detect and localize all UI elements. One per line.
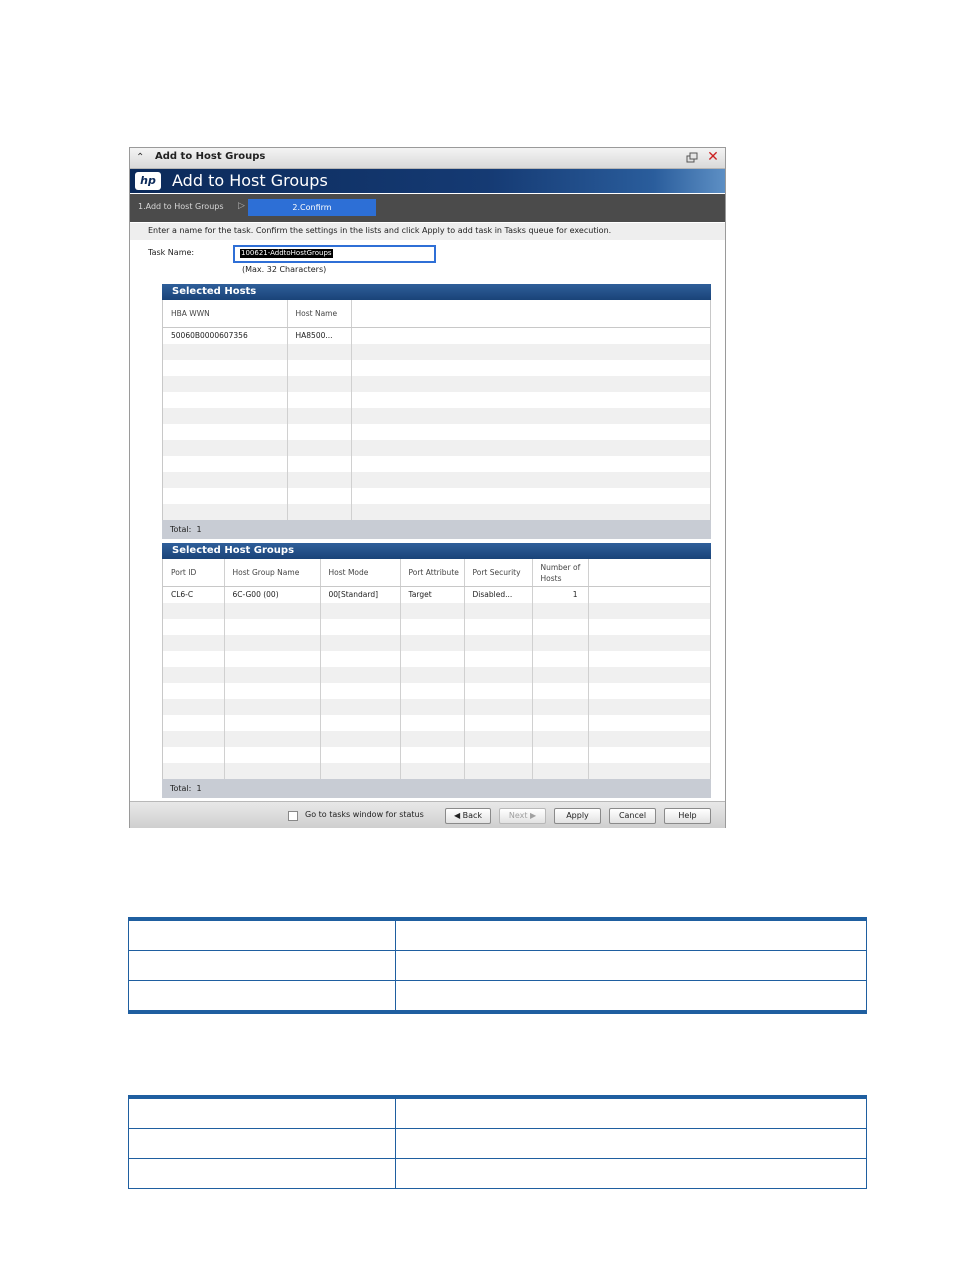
cell-empty [163,472,287,488]
table-row [163,376,710,392]
table-cell [396,1099,867,1129]
cell-empty [163,456,287,472]
help-button[interactable] [664,808,711,824]
task-name-label: Task Name: [148,248,195,257]
cell-empty [464,747,532,763]
instruction-text: Enter a name for the task. Confirm the settings in the lists and click Apply to add task in Tasks queue for execution. [148,226,612,235]
table-cell [396,951,867,981]
selected-hosts-grid [162,300,711,520]
cell-empty [351,456,710,472]
cell-empty [351,424,710,440]
cell-empty [588,603,710,619]
total-value: 1 [196,784,202,793]
cell-empty [588,763,710,779]
cell-host-mode: 00[Standard] [320,587,400,604]
cell-empty [351,360,710,376]
restore-window-icon[interactable] [686,152,698,164]
cell-port-attribute: Target [400,587,464,604]
cell-empty [351,504,710,520]
cell-empty [588,635,710,651]
hp-logo-icon [135,172,161,190]
cell-empty [320,699,400,715]
table-row [163,715,710,731]
cell-empty [351,392,710,408]
cell-empty [464,651,532,667]
table-row [129,1099,867,1129]
cancel-button-label: Cancel [618,811,647,820]
cell-empty [532,715,588,731]
go-to-tasks-checkbox[interactable] [288,811,298,821]
cell-port-security: Disabled... [464,587,532,604]
table-cell [129,981,396,1011]
cell-empty [224,715,320,731]
next-button[interactable] [499,808,546,824]
table-row [129,921,867,951]
back-button[interactable] [445,808,491,824]
selected-hosts-title: Selected Hosts [172,286,257,297]
cell-empty [464,635,532,651]
cell-empty [224,667,320,683]
cell-empty [351,344,710,360]
table-row [163,667,710,683]
banner-title: Add to Host Groups [172,171,328,190]
cell-empty [532,603,588,619]
next-button-label: Next [508,811,528,820]
wizard-step-bar [130,194,725,222]
cell-empty [163,715,224,731]
cell-empty [287,424,351,440]
cell-empty [320,731,400,747]
apply-button[interactable] [554,808,601,824]
cell-empty [163,408,287,424]
column-filler [351,300,710,328]
document-table-1 [128,917,867,1014]
table-row [163,635,710,651]
collapse-icon[interactable]: ⌃ [136,152,145,163]
cell-empty [287,488,351,504]
table-row [163,651,710,667]
cell-empty [400,651,464,667]
cell-empty [163,763,224,779]
step-confirm: 2.Confirm [248,199,376,216]
cancel-button[interactable] [609,808,656,824]
cell-empty [532,731,588,747]
total-label: Total: [170,525,192,534]
cell-empty [224,699,320,715]
cell-empty [224,603,320,619]
cell-empty [224,683,320,699]
cell-empty [320,635,400,651]
table-row [163,408,710,424]
help-button-label: Help [678,811,697,820]
back-button-label: Back [462,811,483,820]
close-icon[interactable]: ✕ [707,149,719,165]
cell-empty [287,472,351,488]
cell-empty [163,651,224,667]
cell-empty [320,651,400,667]
table-row [163,344,710,360]
cell-empty [163,440,287,456]
cell-host-name: HA8500... [287,328,351,345]
column-host-group-name[interactable]: Host Group Name [224,559,320,587]
column-hba-wwn[interactable]: HBA WWN [163,300,287,328]
table-row [163,504,710,520]
table-cell [396,1129,867,1159]
cell-empty [464,699,532,715]
cell-empty [163,603,224,619]
cell-empty [400,715,464,731]
cell-empty [163,619,224,635]
selected-host-groups-title: Selected Host Groups [172,545,295,556]
table-row[interactable] [163,328,710,345]
step-add-to-host-groups[interactable]: 1.Add to Host Groups [138,202,224,211]
selected-host-groups-grid [162,559,711,779]
cell-empty [532,747,588,763]
table-row [163,360,710,376]
cell-empty [464,667,532,683]
cell-number-of-hosts: 1 [532,587,588,604]
cell-empty [351,376,710,392]
cell-empty [224,763,320,779]
cell-empty [163,731,224,747]
cell-filler [351,328,710,345]
cell-empty [287,456,351,472]
dialog-banner [130,169,725,193]
task-name-hint: (Max. 32 Characters) [242,265,327,274]
cell-empty [320,683,400,699]
cell-empty [163,747,224,763]
column-filler [588,559,710,587]
column-host-mode[interactable]: Host Mode [320,559,400,587]
table-row [163,763,710,779]
apply-button-label: Apply [566,811,589,820]
cell-empty [224,747,320,763]
selected-hosts-total-bar [162,520,711,539]
cell-empty [163,376,287,392]
table-row [163,472,710,488]
cell-empty [400,731,464,747]
column-number-of-hosts[interactable]: Number of Hosts [532,559,588,587]
cell-empty [400,683,464,699]
cell-empty [464,731,532,747]
cell-empty [588,667,710,683]
table-row[interactable] [163,587,710,604]
cell-empty [532,635,588,651]
column-port-attribute[interactable]: Port Attribute [400,559,464,587]
selected-hosts-panel [162,284,711,539]
table-row [129,981,867,1011]
selected-host-groups-header [162,543,711,559]
cell-empty [400,667,464,683]
cell-empty [351,440,710,456]
selected-hosts-total [170,520,202,539]
cell-empty [588,651,710,667]
cell-empty [532,683,588,699]
cell-empty [224,731,320,747]
cell-empty [400,747,464,763]
cell-empty [224,635,320,651]
cell-empty [224,651,320,667]
cell-empty [287,376,351,392]
cell-empty [400,635,464,651]
task-name-input[interactable] [233,245,436,263]
table-header-row [163,300,710,328]
table-row [163,392,710,408]
cell-empty [320,747,400,763]
cell-empty [287,504,351,520]
window-title: Add to Host Groups [155,151,266,162]
back-arrow-icon: ◀ [453,811,461,820]
cell-empty [588,699,710,715]
table-row [129,1129,867,1159]
table-header-row [163,559,710,587]
table-cell [129,1159,396,1189]
table-cell [396,921,867,951]
cell-empty [287,392,351,408]
cell-empty [588,731,710,747]
cell-empty [163,424,287,440]
window-titlebar [130,148,725,169]
table-cell [129,1129,396,1159]
instruction-bar [130,223,725,240]
cell-empty [320,763,400,779]
document-table-2 [128,1095,867,1189]
cell-empty [163,699,224,715]
cell-empty [588,619,710,635]
cell-empty [400,763,464,779]
total-value: 1 [196,525,202,534]
column-host-name[interactable]: Host Name [287,300,351,328]
go-to-tasks-label[interactable]: Go to tasks window for status [305,810,424,819]
selected-host-groups-total [170,779,202,798]
cell-empty [163,488,287,504]
cell-empty [588,683,710,699]
cell-empty [464,715,532,731]
cell-empty [163,360,287,376]
cell-empty [351,408,710,424]
cell-empty [287,440,351,456]
cell-empty [224,619,320,635]
table-cell [129,951,396,981]
table-row [163,603,710,619]
cell-empty [464,683,532,699]
cell-empty [163,504,287,520]
cell-empty [351,472,710,488]
cell-empty [464,763,532,779]
cell-empty [400,603,464,619]
table-row [129,951,867,981]
cell-empty [163,392,287,408]
cell-empty [532,699,588,715]
cell-empty [320,715,400,731]
cell-empty [351,488,710,504]
dialog-button-bar [130,801,725,828]
table-cell [396,1159,867,1189]
cell-empty [287,408,351,424]
cell-empty [400,699,464,715]
table-row [163,699,710,715]
cell-port-id: CL6-C [163,587,224,604]
table-row [129,1159,867,1189]
table-row [163,488,710,504]
cell-empty [287,344,351,360]
table-cell [129,1099,396,1129]
add-to-host-groups-dialog [129,147,726,828]
selected-host-groups-total-bar [162,779,711,798]
cell-filler [588,587,710,604]
table-row [163,440,710,456]
table-row [163,456,710,472]
table-row [163,683,710,699]
cell-hba-wwn: 50060B0000607356 [163,328,287,345]
task-name-value: 100621-AddtoHostGroups [241,249,332,257]
cell-empty [532,763,588,779]
cell-empty [532,667,588,683]
table-row [163,731,710,747]
cell-empty [163,667,224,683]
cell-empty [320,619,400,635]
cell-empty [532,651,588,667]
cell-host-group-name: 6C-G00 (00) [224,587,320,604]
cell-empty [320,603,400,619]
table-row [163,619,710,635]
step-arrow-icon: ▷ [238,201,245,211]
cell-empty [163,683,224,699]
table-row [163,424,710,440]
next-arrow-icon: ▶ [530,811,537,820]
cell-empty [532,619,588,635]
hp-logo-text: hp [140,174,156,187]
cell-empty [163,635,224,651]
total-label: Total: [170,784,192,793]
cell-empty [320,667,400,683]
column-port-id[interactable]: Port ID [163,559,224,587]
column-port-security[interactable]: Port Security [464,559,532,587]
selected-host-groups-panel [162,543,711,798]
cell-empty [464,619,532,635]
table-row [163,747,710,763]
cell-empty [400,619,464,635]
cell-empty [287,360,351,376]
cell-empty [464,603,532,619]
selected-hosts-header [162,284,711,300]
cell-empty [163,344,287,360]
table-cell [396,981,867,1011]
cell-empty [588,715,710,731]
table-cell [129,921,396,951]
cell-empty [588,747,710,763]
